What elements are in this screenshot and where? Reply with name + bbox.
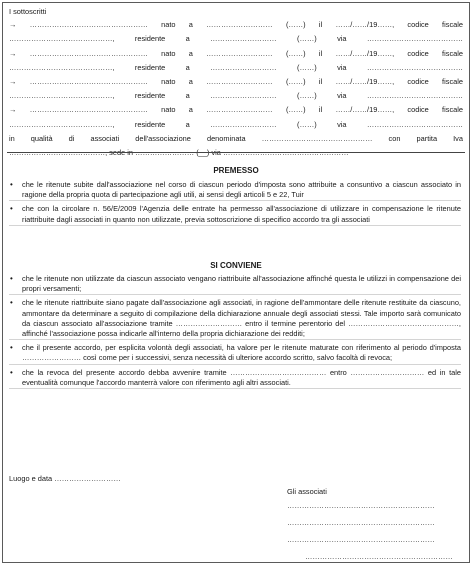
associate-3-line-1: → ………………………………………… nato a ……………………… (……) il ……/……/19……, codice fiscale: [9, 76, 463, 86]
associate-1-line-1: → ………………………………………… nato a ……………………… (……) il ……/……/19……, codice fiscale: [9, 20, 463, 30]
si-conviene-item: [9, 343, 461, 364]
intro-header: I sottoscritti: [9, 7, 47, 16]
section-divider: [7, 152, 465, 153]
si-conviene-item: [9, 274, 461, 295]
signature-line: ……………………………………………………: [305, 552, 453, 561]
si-conviene-item-text: che le ritenute non utilizzate da ciascun associato vengano riattribuite all'associazione affinché questa le utilizzi in compensazione dei propri versamenti;: [22, 274, 461, 294]
intro-section: [9, 7, 463, 158]
signature-line: ……………………………………………………: [287, 535, 435, 544]
premesso-item-text: che le ritenute subite dall'associazione nel corso di ciascun periodo d'imposta sono attribuite a consuntivo a ciascun associato in ragione della propria quota di partecipazione agli utili, ai sensi degli articoli 5 e 22, Tuir: [22, 180, 461, 200]
place-date-field: Luogo e data ………………………: [9, 474, 121, 483]
si-conviene-item: [9, 298, 461, 340]
si-conviene-item-text: che le ritenute riattribuite siano pagate dall'associazione agli associati, in ragione dell'ammontare delle ritenute restituite da ciascuno, ammontare da determinare a seguito di compilazione della dichiarazione annuale degli associati stessi. Tale importo sarà comunicato da ciascun associato all'associazione tramite ……………………… entro il termine perentorio del ………………………………………, affinché l'associazione possa indicarle all'interno della propria dichiarazione dei redditi;: [22, 298, 461, 339]
si-conviene-title: SI CONVIENE: [210, 261, 262, 270]
si-conviene-item-text: che il presente accordo, per esplicita volontà degli associati, ha valore per le ritenute maturate con riferimento al periodo d'imposta …………………… così come per i successivi, senza necessità di ulteriore accordo scritto, salvo facoltà di revoca;: [22, 343, 461, 363]
signature-line: ……………………………………………………: [287, 501, 435, 510]
si-conviene-item: [9, 368, 461, 389]
bullet-icon: •: [10, 298, 13, 308]
associate-2-line-2: ……………………………………, residente a ……………………… (……) via …………………………………: [9, 62, 463, 72]
bullet-icon: •: [10, 274, 13, 283]
premesso-list: [9, 180, 461, 226]
bullet-icon: •: [10, 343, 13, 353]
premesso-item-text: che con la circolare n. 56/E/2009 l'Agenzia delle entrate ha permesso all'associazione di utilizzare in compensazione le ritenute riattribuite dagli associati in quanto non utilizzate, previa sottoscrizione di specifico accordo tra gli associati: [22, 204, 461, 224]
associate-2-line-1: → ………………………………………… nato a ……………………… (……) il ……/……/19……, codice fiscale: [9, 48, 463, 58]
bullet-icon: •: [10, 204, 13, 214]
associate-4-line-2: ……………………………………, residente a ……………………… (……) via …………………………………: [9, 119, 463, 129]
signature-line: ……………………………………………………: [287, 518, 435, 527]
bullet-icon: •: [10, 367, 13, 377]
bullet-icon: •: [10, 180, 13, 189]
associate-1-line-2: ……………………………………, residente a ……………………… (……) via …………………………………: [9, 34, 463, 44]
associate-4-line-1: → ………………………………………… nato a ……………………… (……) il ……/……/19……, codice fiscale: [9, 105, 463, 115]
premesso-item: [9, 204, 461, 225]
association-line-1: in qualità di associati dell'associazione denominata ……………………………………… con partita Iva: [9, 133, 463, 143]
agreement-document: [2, 2, 470, 563]
premesso-title: PREMESSO: [213, 166, 259, 175]
association-line-2: …………………………………, sede in …………………… (__) via ……………………………………………: [9, 147, 349, 157]
si-conviene-item-text: che la revoca del presente accordo debba avvenire tramite ………………………………… entro ………………………… ed in tale eventualità comunque l'accordo manterrà valore con riferimento agli altri associati.: [22, 367, 461, 387]
associate-3-line-2: ……………………………………, residente a ……………………… (……) via …………………………………: [9, 91, 463, 101]
si-conviene-list: [9, 274, 461, 390]
premesso-item: [9, 180, 461, 201]
signatures-title: Gli associati: [287, 487, 327, 496]
